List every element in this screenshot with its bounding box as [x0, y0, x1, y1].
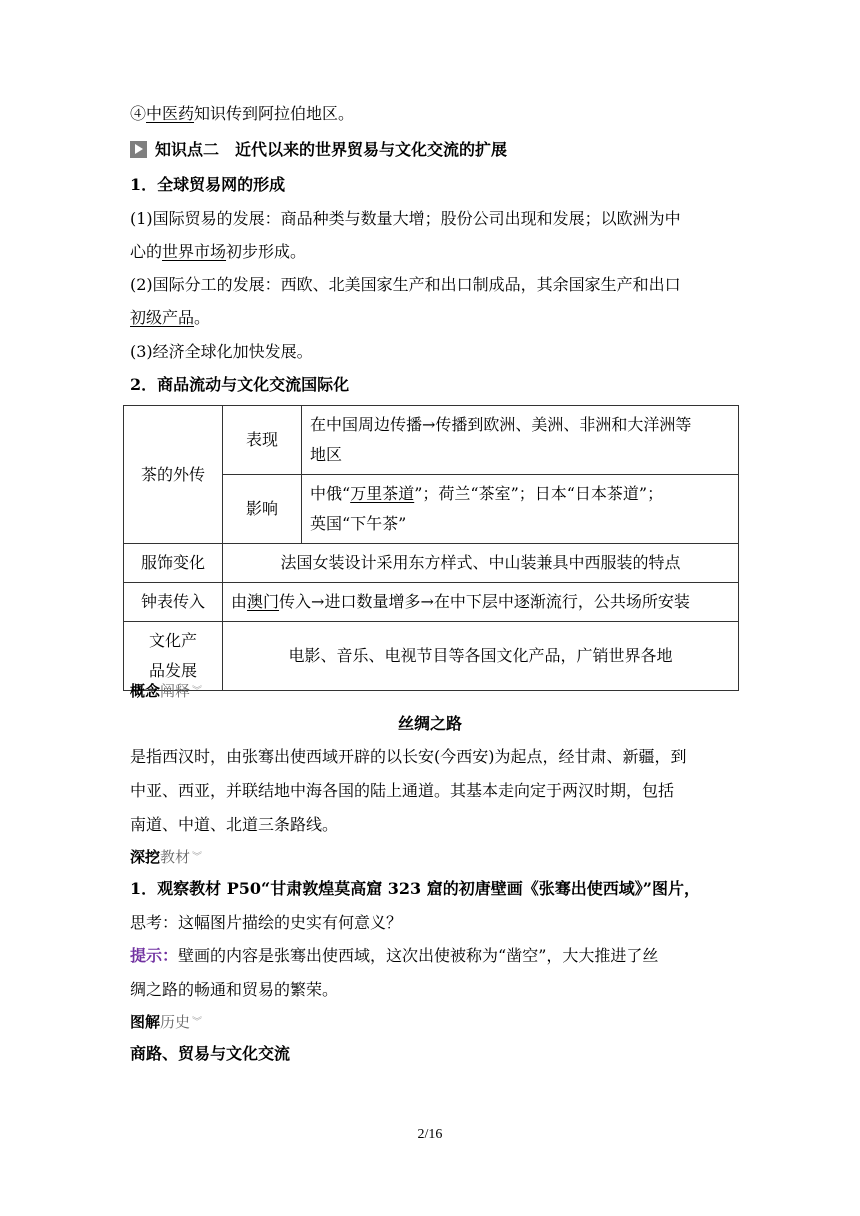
cell-yingxiang: 影响 [223, 475, 302, 544]
keyword-tea-road: 万里茶道 [350, 484, 415, 503]
cell-zhongbiao: 钟表传入 [124, 583, 223, 622]
table-row [124, 622, 739, 691]
hint-line-2: 绸之路的畅通和贸易的繁荣。 [130, 980, 339, 999]
heading-global-trade: 1．全球贸易网的形成 [130, 175, 286, 194]
paragraph-trade-1a: (1)国际贸易的发展：商品种类与数量大增；股份公司出现和发展；以欧洲为中 [130, 209, 681, 228]
keyword-world-market: 世界市场 [162, 242, 227, 261]
page-number: 2/16 [417, 1127, 443, 1142]
cell-wenhua: 文化产 品发展 [124, 622, 223, 691]
cell-biaoxian: 表现 [223, 406, 302, 475]
hint-label: 提示： [130, 946, 179, 965]
table-row [124, 544, 739, 583]
cell-fushi-value: 法国女装设计采用东方样式、中山装兼具中西服装的特点 [223, 544, 739, 583]
cell-biaoxian-value: 在中国周边传播→传播到欧洲、美洲、非洲和大洋洲等 地区 [302, 406, 739, 475]
section-heading: 知识点二 近代以来的世界贸易与文化交流的扩展 [130, 139, 507, 161]
cell-yingxiang-value: 中俄“万里茶道”；荷兰“茶室”；日本“日本茶道”； 英国“下午茶” [302, 475, 739, 544]
paragraph-tcm: ④中医药知识传到阿拉伯地区。 [130, 104, 355, 123]
silk-road-line-1: 是指西汉时，由张骞出使西域开辟的以长安(今西安)为起点，经甘肃、新疆，到 [130, 747, 687, 766]
keyword-primary-products: 初级产品 [130, 308, 195, 327]
cell-wenhua-value: 电影、音乐、电视节目等各国文化产品，广销世界各地 [223, 622, 739, 691]
play-triangle-icon [130, 141, 147, 158]
question-line-2: 思考：这幅图片描绘的史实有何意义？ [130, 913, 403, 932]
tag-textbook: 深挖教材 ︾ [130, 848, 203, 866]
paragraph-trade-2a: (2)国际分工的发展：西欧、北美国家生产和出口制成品，其余国家生产和出口 [130, 275, 681, 294]
cell-fushi: 服饰变化 [124, 544, 223, 583]
table-row [124, 406, 739, 475]
paragraph-trade-2b: 初级产品。 [130, 308, 211, 327]
silk-road-title: 丝绸之路 [397, 714, 462, 733]
keyword-macau: 澳门 [247, 592, 280, 611]
heading-commodity-flow: 2．商品流动与文化交流国际化 [130, 375, 350, 394]
tag-concept: 概念阐释 ︾ [130, 682, 203, 700]
silk-road-line-3: 南道、中道、北道三条路线。 [130, 815, 339, 834]
hint-line-1: 提示：壁画的内容是张骞出使西域，这次出使被称为“凿空”，大大推进了丝 [130, 946, 659, 965]
table-row [124, 583, 739, 622]
double-chevron-icon: ︾ [192, 852, 203, 863]
paragraph-trade-1b: 心的世界市场初步形成。 [130, 242, 307, 261]
double-chevron-icon: ︾ [192, 686, 203, 697]
heading-trade-routes: 商路、贸易与文化交流 [130, 1044, 291, 1063]
question-line-1: 1．观察教材 P50“甘肃敦煌莫高窟 323 窟的初唐壁画《张骞出使西域》”图片， [130, 879, 700, 898]
commodity-table [123, 405, 739, 691]
double-chevron-icon: ︾ [192, 1017, 203, 1028]
cell-tea: 茶的外传 [124, 406, 223, 544]
tag-illustrated: 图解历史 ︾ [130, 1013, 203, 1031]
keyword-tcm: 中医药 [146, 104, 195, 123]
silk-road-line-2: 中亚、西亚，并联结地中海各国的陆上通道。其基本走向定于两汉时期，包括 [130, 781, 675, 800]
paragraph-trade-3: (3)经济全球化加快发展。 [130, 342, 313, 361]
cell-zhongbiao-value: 由澳门传入→进口数量增多→在中下层中逐渐流行，公共场所安装 [223, 583, 739, 622]
